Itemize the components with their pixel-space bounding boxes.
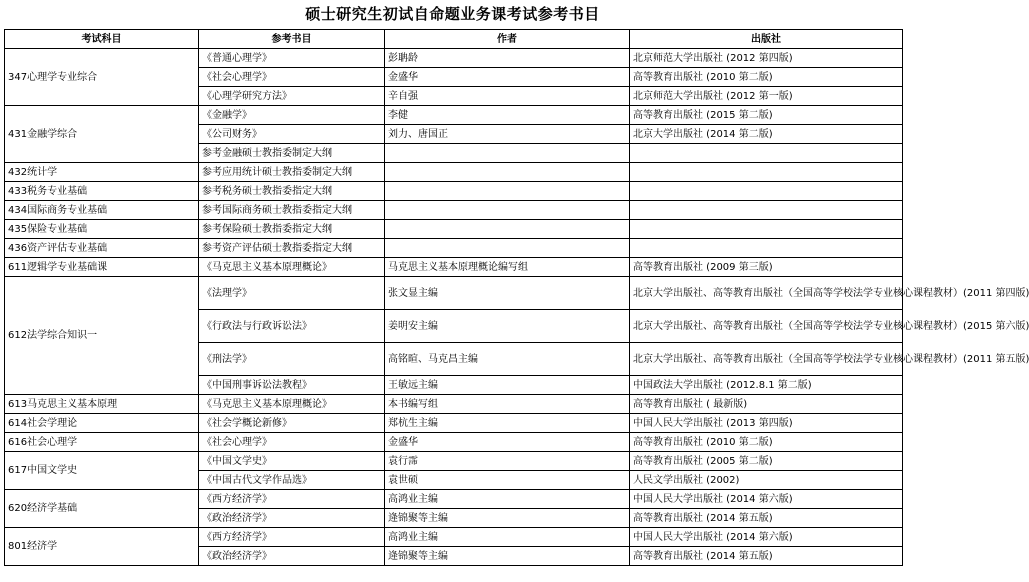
- subject-cell: 612法学综合知识一: [5, 277, 199, 395]
- table-row: [5, 239, 903, 258]
- subject-cell: 436资产评估专业基础: [5, 239, 199, 258]
- author-cell: 郑杭生主编: [385, 414, 630, 433]
- table-row: [5, 277, 903, 310]
- publisher-cell: [630, 201, 903, 220]
- publisher-cell: 北京大学出版社、高等教育出版社（全国高等学校法学专业核心课程教材）(2011 第五版): [630, 343, 903, 376]
- author-cell: 马克思主义基本原理概论编写组: [385, 258, 630, 277]
- book-cell: 《马克思主义基本原理概论》: [199, 258, 385, 277]
- book-cell: 《马克思主义基本原理概论》: [199, 395, 385, 414]
- book-cell: 《金融学》: [199, 106, 385, 125]
- publisher-cell: 中国人民大学出版社 (2013 第四版): [630, 414, 903, 433]
- subject-cell: 614社会学理论: [5, 414, 199, 433]
- author-cell: [385, 220, 630, 239]
- book-cell: 《社会心理学》: [199, 433, 385, 452]
- publisher-cell: 北京大学出版社、高等教育出版社（全国高等学校法学专业核心课程教材）(2015 第六版): [630, 310, 903, 343]
- author-cell: 王敏远主编: [385, 376, 630, 395]
- author-cell: [385, 144, 630, 163]
- subject-cell: 432统计学: [5, 163, 199, 182]
- publisher-cell: 高等教育出版社 (2009 第三版): [630, 258, 903, 277]
- book-cell: 《中国文学史》: [199, 452, 385, 471]
- header-author: 作者: [385, 30, 630, 49]
- book-cell: 《西方经济学》: [199, 490, 385, 509]
- author-cell: 彭聃龄: [385, 49, 630, 68]
- table-row: [5, 414, 903, 433]
- book-cell: 参考金融硕士教指委制定大纲: [199, 144, 385, 163]
- page-title: 硕士研究生初试自命题业务课考试参考书目: [305, 5, 600, 23]
- table-row: [5, 490, 903, 509]
- author-cell: 高铭暄、马克昌主编: [385, 343, 630, 376]
- publisher-cell: [630, 239, 903, 258]
- publisher-cell: 中国人民大学出版社 (2014 第六版): [630, 490, 903, 509]
- subject-cell: 613马克思主义基本原理: [5, 395, 199, 414]
- table-body: [5, 49, 1029, 566]
- table-header-row: [5, 30, 903, 49]
- table-row: [5, 220, 903, 239]
- book-cell: 《公司财务》: [199, 125, 385, 144]
- author-cell: 逄锦聚等主编: [385, 547, 630, 566]
- publisher-cell: 人民文学出版社 (2002): [630, 471, 903, 490]
- book-cell: 《政治经济学》: [199, 509, 385, 528]
- subject-cell: 431金融学综合: [5, 106, 199, 163]
- author-cell: 金盛华: [385, 433, 630, 452]
- book-cell: 《西方经济学》: [199, 528, 385, 547]
- book-cell: 参考应用统计硕士教指委制定大纲: [199, 163, 385, 182]
- table-row: [5, 395, 903, 414]
- book-cell: 《行政法与行政诉讼法》: [199, 310, 385, 343]
- subject-cell: 434国际商务专业基础: [5, 201, 199, 220]
- author-cell: 本书编写组: [385, 395, 630, 414]
- book-cell: 《心理学研究方法》: [199, 87, 385, 106]
- author-cell: 高鸿业主编: [385, 528, 630, 547]
- book-cell: 参考保险硕士教指委指定大纲: [199, 220, 385, 239]
- subject-cell: 433税务专业基础: [5, 182, 199, 201]
- publisher-cell: 高等教育出版社 (2014 第五版): [630, 509, 903, 528]
- publisher-cell: 高等教育出版社 (2015 第二版): [630, 106, 903, 125]
- publisher-cell: 高等教育出版社 ( 最新版): [630, 395, 903, 414]
- author-cell: 袁行霈: [385, 452, 630, 471]
- publisher-cell: 中国人民大学出版社 (2014 第六版): [630, 528, 903, 547]
- table-row: [5, 528, 903, 547]
- publisher-cell: [630, 163, 903, 182]
- table-row: [5, 106, 903, 125]
- publisher-cell: [630, 220, 903, 239]
- author-cell: [385, 163, 630, 182]
- publisher-cell: 中国政法大学出版社 (2012.8.1 第二版): [630, 376, 903, 395]
- book-cell: 参考税务硕士教指委指定大纲: [199, 182, 385, 201]
- book-cell: 《法理学》: [199, 277, 385, 310]
- publisher-cell: 高等教育出版社 (2010 第二版): [630, 433, 903, 452]
- subject-cell: 435保险专业基础: [5, 220, 199, 239]
- subject-cell: 801经济学: [5, 528, 199, 566]
- author-cell: 逄锦聚等主编: [385, 509, 630, 528]
- author-cell: 姜明安主编: [385, 310, 630, 343]
- author-cell: 袁世硕: [385, 471, 630, 490]
- book-cell: 参考国际商务硕士教指委指定大纲: [199, 201, 385, 220]
- author-cell: 李健: [385, 106, 630, 125]
- publisher-cell: 北京师范大学出版社 (2012 第一版): [630, 87, 903, 106]
- author-cell: [385, 182, 630, 201]
- author-cell: 刘力、唐国正: [385, 125, 630, 144]
- publisher-cell: 高等教育出版社 (2010 第二版): [630, 68, 903, 87]
- publisher-cell: 高等教育出版社 (2005 第二版): [630, 452, 903, 471]
- subject-cell: 611逻辑学专业基础课: [5, 258, 199, 277]
- subject-cell: 347心理学专业综合: [5, 49, 199, 106]
- author-cell: 高鸿业主编: [385, 490, 630, 509]
- table-row: [5, 49, 903, 68]
- publisher-cell: 北京大学出版社 (2014 第二版): [630, 125, 903, 144]
- book-cell: 《普通心理学》: [199, 49, 385, 68]
- author-cell: 金盛华: [385, 68, 630, 87]
- book-cell: 参考资产评估硕士教指委指定大纲: [199, 239, 385, 258]
- author-cell: 张文显主编: [385, 277, 630, 310]
- table-row: [5, 452, 903, 471]
- publisher-cell: 高等教育出版社 (2014 第五版): [630, 547, 903, 566]
- header-book: 参考书目: [199, 30, 385, 49]
- publisher-cell: [630, 144, 903, 163]
- subject-cell: 616社会心理学: [5, 433, 199, 452]
- publisher-cell: 北京大学出版社、高等教育出版社（全国高等学校法学专业核心课程教材）(2011 第四版): [630, 277, 903, 310]
- table-row: [5, 258, 903, 277]
- book-cell: 《刑法学》: [199, 343, 385, 376]
- publisher-cell: 北京师范大学出版社 (2012 第四版): [630, 49, 903, 68]
- table-row: [5, 163, 903, 182]
- book-cell: 《社会心理学》: [199, 68, 385, 87]
- book-cell: 《中国刑事诉讼法教程》: [199, 376, 385, 395]
- book-cell: 《社会学概论新修》: [199, 414, 385, 433]
- subject-cell: 617中国文学史: [5, 452, 199, 490]
- author-cell: [385, 239, 630, 258]
- header-subject: 考试科目: [5, 30, 199, 49]
- book-cell: 《中国古代文学作品选》: [199, 471, 385, 490]
- table-row: [5, 201, 903, 220]
- header-publisher: 出版社: [630, 30, 903, 49]
- book-cell: 《政治经济学》: [199, 547, 385, 566]
- publisher-cell: [630, 182, 903, 201]
- table-row: [5, 433, 903, 452]
- subject-cell: 620经济学基础: [5, 490, 199, 528]
- reference-book-table: [4, 29, 1029, 566]
- author-cell: [385, 201, 630, 220]
- author-cell: 辛自强: [385, 87, 630, 106]
- table-row: [5, 182, 903, 201]
